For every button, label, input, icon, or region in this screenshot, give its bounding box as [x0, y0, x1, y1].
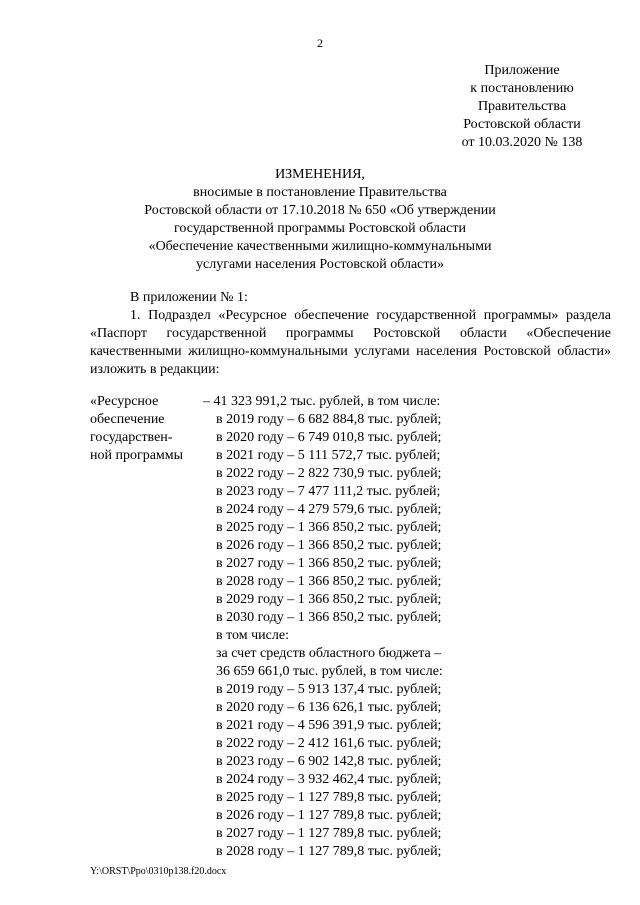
label-line: ной программы [90, 448, 184, 463]
funding-line: в 2021 году – 5 111 572,7 тыс. рублей; [216, 448, 441, 463]
funding-line: в 2029 году – 1 366 850,2 тыс. рублей; [216, 592, 442, 607]
funding-line: в 2028 году – 1 366 850,2 тыс. рублей; [216, 574, 442, 589]
document-title [90, 166, 550, 274]
funding-line: в 2022 году – 2 822 730,9 тыс. рублей; [216, 466, 442, 481]
funding-line: в 2022 году – 2 412 161,6 тыс. рублей; [216, 736, 442, 751]
funding-line: в 2025 году – 1 366 850,2 тыс. рублей; [216, 520, 442, 535]
funding-line: в 2030 году – 1 366 850,2 тыс. рублей; [216, 610, 442, 625]
appendix-line: Приложение [484, 63, 560, 78]
funding-line: в 2019 году – 6 682 884,8 тыс. рублей; [216, 412, 442, 427]
funding-line: в 2023 году – 7 477 111,2 тыс. рублей; [216, 484, 441, 499]
title-line: государственной программы Ростовской области [174, 221, 466, 236]
funding-line: в 2027 году – 1 127 789,8 тыс. рублей; [216, 826, 442, 841]
funding-line: в том числе: [216, 628, 289, 643]
funding-line: в 2027 году – 1 366 850,2 тыс. рублей; [216, 556, 442, 571]
appendix-line: Ростовской области [463, 117, 581, 132]
title-line: услугами населения Ростовской области» [196, 257, 444, 272]
funding-line: в 2028 году – 1 127 789,8 тыс. рублей; [216, 844, 442, 859]
funding-line: в 2024 году – 3 932 462,4 тыс. рублей; [216, 772, 442, 787]
funding-line: в 2019 году – 5 913 137,4 тыс. рублей; [216, 682, 442, 697]
page-number: 2 [317, 36, 323, 50]
appendix-line: Правительства [477, 99, 567, 114]
title-line: вносимые в постановление Правительства [193, 185, 447, 200]
title-line: Ростовской области от 17.10.2018 № 650 «Об утверждении [144, 203, 496, 218]
funding-line: за счет средств областного бюджета – [216, 646, 442, 661]
appendix-line: от 10.03.2020 № 138 [461, 135, 583, 150]
funding-line: в 2020 году – 6 136 626,1 тыс. рублей; [216, 700, 442, 715]
label-line: государствен- [90, 430, 173, 445]
label-line: «Ресурсное [90, 394, 159, 409]
funding-line: в 2026 году – 1 366 850,2 тыс. рублей; [216, 538, 442, 553]
subsection-paragraph: 1. Подраздел «Ресурсное обеспечение государственной программы» раздела «Паспорт государственной программы Ростовской области «Обеспечение качественными жилищно-коммунальными услугами населения Ростовской области» изложить в редакции: [90, 308, 611, 377]
funding-line: в 2026 году – 1 127 789,8 тыс. рублей; [216, 808, 442, 823]
title-line: ИЗМЕНЕНИЯ, [275, 167, 365, 182]
file-path-footer: Y:\ORST\Ppo\0310p138.f20.docx [90, 866, 227, 877]
funding-line: в 2020 году – 6 749 010,8 тыс. рублей; [216, 430, 442, 445]
intro-paragraph: В приложении № 1: [130, 290, 248, 305]
funding-line: в 2025 году – 1 127 789,8 тыс. рублей; [216, 790, 442, 805]
funding-line: 36 659 661,0 тыс. рублей, в том числе: [216, 664, 443, 679]
title-line: «Обеспечение качественными жилищно-коммунальными [148, 239, 492, 254]
funding-line: в 2021 году – 4 596 391,9 тыс. рублей; [216, 718, 442, 733]
appendix-line: к постановлению [470, 81, 574, 96]
resource-label [90, 393, 210, 465]
funding-line: в 2023 году – 6 902 142,8 тыс. рублей; [216, 754, 442, 769]
total-line: – 41 323 991,2 тыс. рублей, в том числе: [203, 394, 441, 409]
appendix-header [430, 62, 614, 152]
funding-lines [216, 411, 443, 861]
label-line: обеспечение [90, 412, 165, 427]
funding-line: в 2024 году – 4 279 579,6 тыс. рублей; [216, 502, 442, 517]
